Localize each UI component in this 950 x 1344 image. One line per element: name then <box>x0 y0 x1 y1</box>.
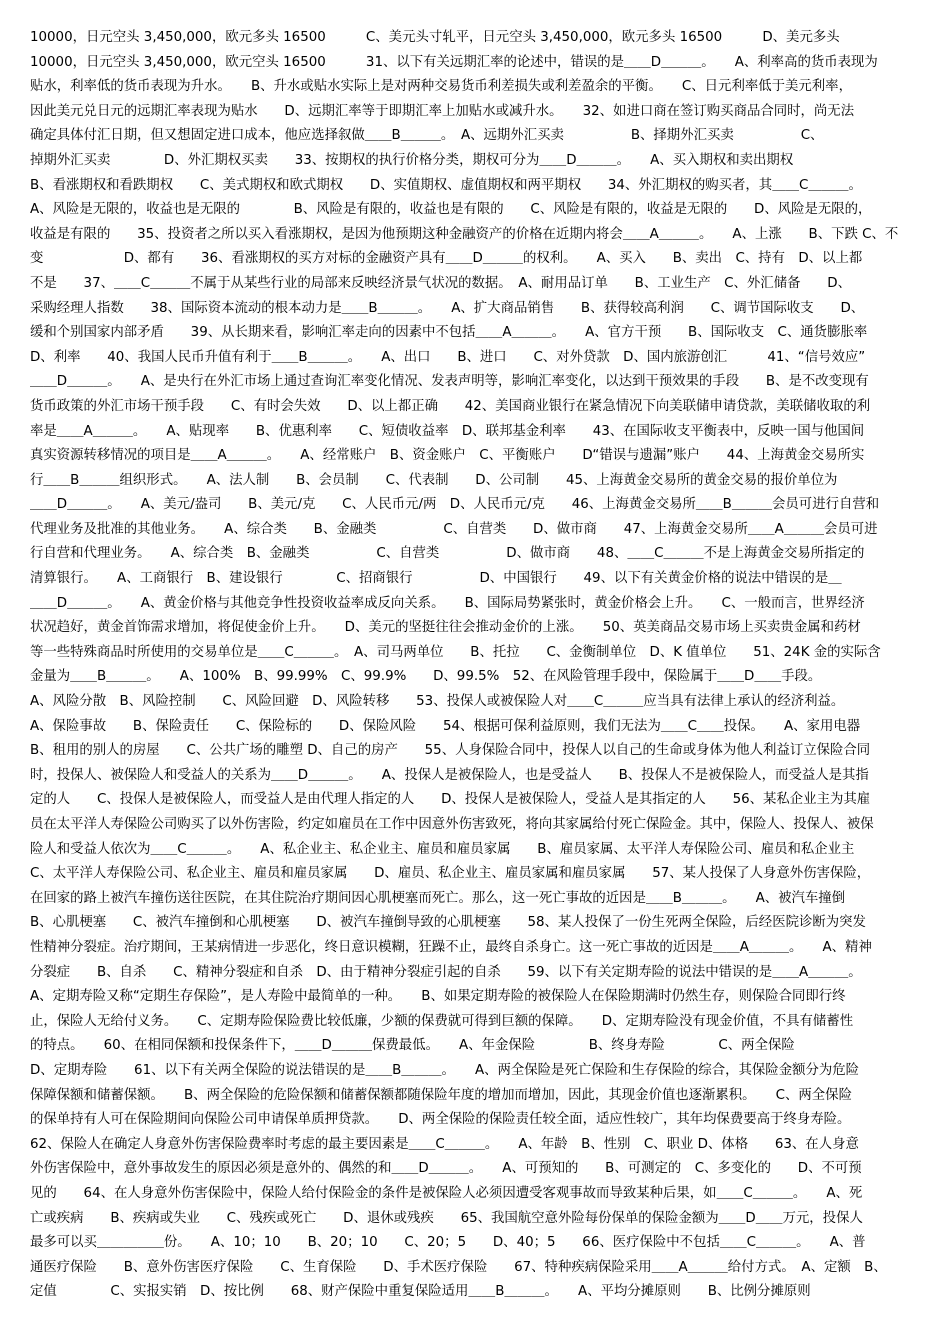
document-text-line: B、租用的别人的房屋 C、公共广场的雕塑 D、自己的房产 55、人身保险合同中，投保人以自己的生命或身体为他人利益订立保险合同 <box>30 743 871 759</box>
document-text-line: A、保险事故 B、保险责任 C、保险标的 D、保险风险 54、根据可保利益原则，我们无法为＿＿C＿＿投保。 A、家用电器 <box>30 718 861 734</box>
document-text-line: 行＿＿B＿＿＿组织形式。 A、法人制 B、会员制 C、代表制 D、公司制 45、上海黄金交易所的黄金交易的报价单位为 <box>30 472 838 488</box>
document-text-line: A、风险是无限的，收益也是无限的 B、风险是有限的，收益也是有限的 C、风险是有限的，收益是无限的 D、风险是无限的， <box>30 202 872 218</box>
document-text-line: 见的 64、在人身意外伤害保险中，保险人给付保险金的条件是被保险人必须因遭受客观事故而导致某种后果，如＿＿C＿＿＿。 A、死 <box>30 1185 863 1201</box>
document-text-line: 等一些特殊商品时所使用的交易单位是＿＿C＿＿＿。 A、司马两单位 B、托拉 C、金衡制单位 D、K 值单位 51、24K 金的实际含 <box>30 644 881 660</box>
document-text-line: 62、保险人在确定人身意外伤害保险费率时考虑的最主要因素是＿＿C＿＿＿。 A、年龄 B、性别 C、职业 D、体格 63、在人身意 <box>30 1136 859 1152</box>
document-text-line: 状况趋好，黄金首饰需求增加，将促使金价上升。 D、美元的坚挺往往会推动金价的上涨。 50、英美商品交易市场上买卖贵金属和药材 <box>30 620 861 636</box>
document-text-line: 率是＿＿A＿＿＿。 A、贴现率 B、优惠利率 C、短债收益率 D、联邦基金利率 43、在国际收支平衡表中，反映一国与他国间 <box>30 423 865 439</box>
document-text-line: 最多可以买＿＿＿＿＿份。 A、10；10 B、20；10 C、20；5 D、40；5 66、医疗保险中不包括＿＿C＿＿＿。 A、普 <box>30 1235 866 1251</box>
document-text-line: 货币政策的外汇市场干预手段 C、有时会失效 D、以上都正确 42、美国商业银行在紧急情况下向美联储申请贷款，美联储收取的利 <box>30 398 871 414</box>
document-body <box>30 26 936 1305</box>
document-text-line: 通医疗保险 B、意外伤害医疗保险 C、生育保险 D、手术医疗保险 67、特种疾病保险采用＿＿A＿＿＿给付方式。 A、定额 B、 <box>30 1259 887 1275</box>
document-text-line: 掉期外汇买卖 D、外汇期权买卖 33、按期权的执行价格分类，期权可分为＿＿D＿＿＿。 A、买入期权和卖出期权 <box>30 152 794 168</box>
document-text-line: 员在太平洋人寿保险公司购买了以外伤害险，约定如雇员在工作中因意外伤害致死，将向其家属给付死亡保险金。其中，保险人、投保人、被保 <box>30 817 874 832</box>
document-text-line: 变 D、都有 36、看涨期权的买方对标的金融资产具有＿＿D＿＿＿的权利。 A、买入 B、卖出 C、持有 D、以上都 <box>30 251 863 267</box>
document-text-line: 收益是有限的 35、投资者之所以买入看涨期权，是因为他预期这种金融资产的价格在近期内将会＿＿A＿＿＿。 A、上涨 B、下跌 C、不 <box>30 226 899 242</box>
document-text-line: 金量为＿＿B＿＿＿。 A、100% B、99.99% C、99.9% D、99.5% 52、在风险管理手段中，保险属于＿＿D＿＿手段。 <box>30 669 822 685</box>
document-text-line: 外伤害保险中，意外事故发生的原因必须是意外的、偶然的和＿＿D＿＿＿。 A、可预知的 B、可测定的 C、多变化的 D、不可预 <box>30 1161 862 1177</box>
document-text-line: 性精神分裂症。治疗期间，王某病情进一步恶化，终日意识模糊，狂躁不止，最终自杀身亡。这一死亡事故的近因是＿＿A＿＿＿。 A、精神 <box>30 939 872 955</box>
document-text-line: 贴水，利率低的货币表现为升水。 B、升水或贴水实际上是对两种交易货币利差损失或利差盈余的平衡。 C、日元利率低于美元利率， <box>30 79 852 95</box>
document-text-line: 定的人 C、投保人是被保险人，而受益人是由代理人指定的人 D、投保人是被保险人，受益人是其指定的人 56、某私企业主为其雇 <box>30 792 871 808</box>
document-text-line: B、心肌梗塞 C、被汽车撞倒和心肌梗塞 D、被汽车撞倒导致的心肌梗塞 58、某人投保了一份生死两全保险，后经医院诊断为突发 <box>30 915 866 931</box>
document-text-line: ＿＿D＿＿＿。 A、黄金价格与其他竞争性投资收益率成反向关系。 B、国际局势紧张时，黄金价格会上升。 C、一般而言，世界经济 <box>30 595 865 611</box>
document-text-line: C、太平洋人寿保险公司、私企业主、雇员和雇员家属 D、雇员、私企业主、雇员家属和雇员家属 57、某人投保了人身意外伤害保险， <box>30 866 871 882</box>
document-text-line: ＿＿D＿＿＿。 A、美元/盎司 B、美元/克 C、人民币元/两 D、人民币元/克 46、上海黄金交易所＿＿B＿＿＿会员可进行自营和 <box>30 497 880 513</box>
document-text-line: 行自营和代理业务。 A、综合类 B、金融类 C、自营类 D、做市商 48、＿＿C＿＿＿不是上海黄金交易所指定的 <box>30 546 865 562</box>
document-text-line: 定值 C、实报实销 D、按比例 68、财产保险中重复保险适用＿＿B＿＿＿。 A、平均分摊原则 B、比例分摊原则 <box>30 1284 811 1300</box>
document-text-line: 缓和个别国家内部矛盾 39、从长期来看，影响汇率走向的因素中不包括＿＿A＿＿＿。 A、官方干预 B、国际收支 C、通货膨胀率 <box>30 325 868 341</box>
document-text-line: 在回家的路上被汽车撞伤送往医院，在其住院治疗期间因心肌梗塞而死亡。那么，这一死亡事故的近因是＿＿B＿＿＿。 A、被汽车撞倒 <box>30 890 846 906</box>
document-text-line: D、定期寿险 61、以下有关两全保险的说法错误的是＿＿B＿＿＿。 A、两全保险是死亡保险和生存保险的综合，其保险金额分为危险 <box>30 1062 860 1078</box>
document-text-line: A、定期寿险又称“定期生存保险”，是人寿险中最简单的一种。 B、如果定期寿险的被保险人在保险期满时仍然生存，则保险合同即行终 <box>30 989 846 1005</box>
document-text-line: 清算银行。 A、工商银行 B、建设银行 C、招商银行 D、中国银行 49、以下有关黄金价格的说法中错误的是＿ <box>30 571 842 587</box>
document-text-line: 确定具体付汇日期，但又想固定进口成本，他应选择叙做＿＿B＿＿＿。 A、远期外汇买卖 B、择期外汇买卖 C、 <box>30 128 824 144</box>
document-text-line: 止，保险人无给付义务。 C、定期寿险保险费比较低廉，少额的保费就可得到巨额的保障。 D、定期寿险没有现金价值，不具有储蓄性 <box>30 1013 854 1029</box>
document-text-line: 代理业务及批准的其他业务。 A、综合类 B、金融类 C、自营类 D、做市商 47、上海黄金交易所＿＿A＿＿＿会员可进 <box>30 521 878 537</box>
document-text-line: 真实资源转移情况的项目是＿＿A＿＿＿。 A、经常账户 B、资金账户 C、平衡账户 D“错误与遗漏”账户 44、上海黄金交易所实 <box>30 448 865 464</box>
document-text-line: 因此美元兑日元的远期汇率表现为贴水 D、远期汇率等于即期汇率上加贴水或减升水。 32、如进口商在签订购买商品合同时，尚无法 <box>30 103 855 119</box>
document-text-line: 的保单持有人可在保险期间向保险公司申请保单质押贷款。 D、两全保险的保险责任较全面，适应性较广，其年均保费要高于终身寿险。 <box>30 1112 851 1128</box>
document-text-line: 不是 37、＿＿C＿＿＿不属于从某些行业的局部来反映经济景气状况的数据。 A、耐用品订单 B、工业生产 C、外汇储备 D、 <box>30 275 851 291</box>
document-text-line: 的特点。 60、在相同保额和投保条件下，＿＿D＿＿＿保费最低。 A、年金保险 B、终身寿险 C、两全保险 <box>30 1038 795 1054</box>
document-text-line: B、看涨期权和看跌期权 C、美式期权和欧式期权 D、实值期权、虚值期权和两平期权 34、外汇期权的购买者，其＿＿C＿＿＿。 <box>30 177 862 193</box>
document-text-line: 时，投保人、被保险人和受益人的关系为＿＿D＿＿＿。 A、投保人是被保险人，也是受益人 B、投保人不是被保险人，而受益人是其指 <box>30 767 869 783</box>
document-text-line: D、利率 40、我国人民币升值有利于＿＿B＿＿＿。 A、出口 B、进口 C、对外贷款 D、国内旅游创汇 41、“信号效应” <box>30 349 866 365</box>
document-text-line: 采购经理人指数 38、国际资本流动的根本动力是＿＿B＿＿＿。 A、扩大商品销售 B、获得较高利润 C、调节国际收支 D、 <box>30 300 865 316</box>
document-text-line: ＿＿D＿＿＿。 A、是央行在外汇市场上通过查询汇率变化情况、发表声明等，影响汇率变化，以达到干预效果的手段 B、是不改变现有 <box>30 374 869 390</box>
document-text-line: 险人和受益人依次为＿＿C＿＿＿。 A、私企业主、私企业主、雇员和雇员家属 B、雇员家属、太平洋人寿保险公司、雇员和私企业主 <box>30 841 855 857</box>
document-text-line: 10000，日元空头 3,450,000，欧元多头 16500 C、美元头寸轧平，日元空头 3,450,000，欧元多头 16500 D、美元多头 <box>30 30 840 45</box>
document-text-line: A、风险分散 B、风险控制 C、风险回避 D、风险转移 53、投保人或被保险人对＿＿C＿＿＿应当具有法律上承认的经济利益。 <box>30 694 845 710</box>
document-text-line: 保障保额和储蓄保额。 B、两全保险的危险保额和储蓄保额都随保险年度的增加而增加，因此，其现金价值也逐渐累积。 C、两全保险 <box>30 1087 852 1103</box>
document-text-line: 分裂症 B、自杀 C、精神分裂症和自杀 D、由于精神分裂症引起的自杀 59、以下有关定期寿险的说法中错误的是＿＿A＿＿＿。 <box>30 964 862 980</box>
document-text-line: 10000，日元空头 3,450,000，欧元空头 16500 31、以下有关远期汇率的论述中，错误的是＿＿D＿＿＿。 A、利率高的货币表现为 <box>30 54 878 70</box>
document-text-line: 亡或疾病 B、疾病或失业 C、残疾或死亡 D、退休或残疾 65、我国航空意外险每份保单的保险金额为＿＿D＿＿万元，投保人 <box>30 1210 863 1226</box>
